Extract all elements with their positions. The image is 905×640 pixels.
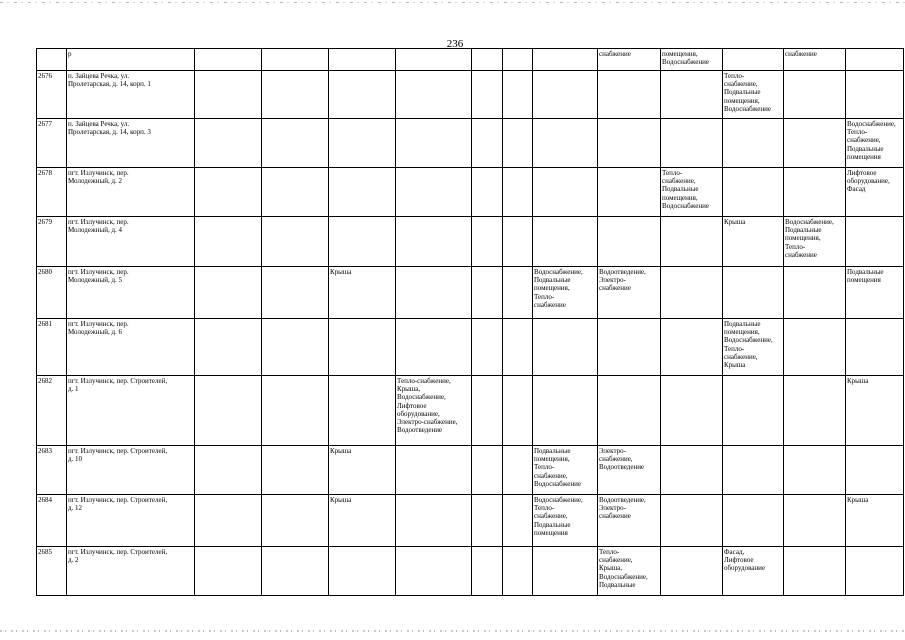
cell [472,49,503,71]
cell [329,168,396,217]
cell [503,547,533,596]
cell [533,376,598,446]
cell [396,71,472,119]
cell [661,495,723,547]
repair-schedule-table [36,48,904,596]
cell-address: пгт. Излучинск, пер. Строителей, д. 10 [67,446,195,495]
cell [598,217,661,267]
cell [784,319,846,376]
cell [472,168,503,217]
cell [723,168,784,217]
cell [723,495,784,547]
cell [784,168,846,217]
cell [846,319,904,376]
cell [533,49,598,71]
scan-artifact-bottom [0,630,905,632]
cell [396,319,472,376]
cell [472,71,503,119]
cell [329,49,396,71]
cell: Тепло- снабжение, Подвальные помещения, Водоснабжение [661,168,723,217]
cell: Водоснабжение, Тепло- снабжение, Подвальные помещения [846,119,904,168]
cell [396,168,472,217]
table-row [37,446,904,495]
cell [195,267,262,319]
cell [784,495,846,547]
cell [661,71,723,119]
cell [598,71,661,119]
cell [661,217,723,267]
cell-num: 2677 [37,119,67,168]
cell [472,376,503,446]
cell [784,267,846,319]
table-row-continuation [37,49,904,71]
cell [195,495,262,547]
cell [533,319,598,376]
cell [396,267,472,319]
cell [784,119,846,168]
cell [784,446,846,495]
cell-address: пгт. Излучинск, пер. Строителей, д. 1 [67,376,195,446]
cell [784,547,846,596]
cell-num: 2684 [37,495,67,547]
table-row [37,319,904,376]
page-number: 236 [446,38,464,50]
cell [846,49,904,71]
cell [262,376,329,446]
cell [329,547,396,596]
table-row [37,376,904,446]
cell [195,71,262,119]
cell: Крыша [329,495,396,547]
cell: Крыша [329,267,396,319]
cell-address: пгт. Излучинск, пер. Молодежный, д. 4 [67,217,195,267]
cell [396,547,472,596]
cell-num: 2680 [37,267,67,319]
cell [329,217,396,267]
cell [503,217,533,267]
cell [598,319,661,376]
cell [598,376,661,446]
cell-num: 2676 [37,71,67,119]
cell [195,446,262,495]
cell-num: 2683 [37,446,67,495]
table-row [37,119,904,168]
cell [262,547,329,596]
cell [723,49,784,71]
cell [396,495,472,547]
cell: Подвальные помещения, Тепло- снабжение, Водоснабжение [533,446,598,495]
cell [396,119,472,168]
cell [195,376,262,446]
cell [533,547,598,596]
cell [262,119,329,168]
cell-address: пгт. Излучинск, пер. Молодежный, д. 2 [67,168,195,217]
cell-address: пгт. Излучинск, пер. Строителей, д. 12 [67,495,195,547]
cell-address: п. Зайцева Речка, ул. Пролетарская, д. 14, корп. 3 [67,119,195,168]
cell [661,376,723,446]
cell [723,119,784,168]
cell: Лифтовое оборудование, Фасад [846,168,904,217]
cell: Крыша [846,376,904,446]
cell [661,446,723,495]
cell [533,119,598,168]
table-row [37,71,904,119]
cell-address: пгт. Излучинск, пер. Молодежный, д. 6 [67,319,195,376]
cell-num: 2678 [37,168,67,217]
cell [472,495,503,547]
cell [661,319,723,376]
cell [784,71,846,119]
cell: Электро- снабжение, Водоотведение [598,446,661,495]
cell [846,547,904,596]
cell [533,168,598,217]
cell-num [37,49,67,71]
cell [846,217,904,267]
cell: Крыша [723,217,784,267]
cell: снабжение [598,49,661,71]
cell [195,547,262,596]
cell [503,49,533,71]
cell [396,446,472,495]
cell-num: 2679 [37,217,67,267]
cell [262,446,329,495]
cell [262,495,329,547]
cell [503,267,533,319]
cell [503,168,533,217]
cell [329,376,396,446]
cell-num: 2685 [37,547,67,596]
cell [262,217,329,267]
cell [533,217,598,267]
cell [195,119,262,168]
cell [195,168,262,217]
cell [195,217,262,267]
cell [598,119,661,168]
cell: Тепло-снабжение, Крыша, Водоснабжение, Лифтовое оборудование, Электро-снабжение, Водоотведение [396,376,472,446]
cell: помещения, Водоснабжение [661,49,723,71]
cell [329,319,396,376]
cell [329,71,396,119]
cell: Крыша [846,495,904,547]
cell [472,446,503,495]
cell [472,267,503,319]
cell: Фасад, Лифтовое оборудование [723,547,784,596]
cell [262,168,329,217]
cell [503,119,533,168]
cell: Тепло- снабжение, Подвальные помещения, Водоснабжение [723,71,784,119]
cell [472,119,503,168]
cell: Водоснабжение, Подвальные помещения, Тепло- снабжение [784,217,846,267]
table-row [37,217,904,267]
cell [503,495,533,547]
cell: Водоснабжение, Тепло- снабжение, Подвальные помещения [533,495,598,547]
scan-artifact-top [0,2,905,3]
cell [503,446,533,495]
cell [396,217,472,267]
cell: Водоотведение, Электро- снабжение [598,495,661,547]
cell [262,267,329,319]
cell-num: 2682 [37,376,67,446]
cell-address: п. Зайцева Речка, ул. Пролетарская, д. 14, корп. 1 [67,71,195,119]
cell: Подвальные помещения [846,267,904,319]
cell [723,267,784,319]
cell: снабжение [784,49,846,71]
cell [396,49,472,71]
cell [472,217,503,267]
cell: Подвальные помещения, Водоснабжение, Тепло- снабжение, Крыша [723,319,784,376]
cell [846,446,904,495]
cell [503,376,533,446]
table-row [37,267,904,319]
cell [503,319,533,376]
cell [598,168,661,217]
cell [846,71,904,119]
cell [661,119,723,168]
cell-address: р [67,49,195,71]
cell: Крыша [329,446,396,495]
cell [195,319,262,376]
cell [723,376,784,446]
table-row [37,495,904,547]
cell [661,267,723,319]
table-row [37,547,904,596]
table-row [37,168,904,217]
cell-address: пгт. Излучинск, пер. Строителей, д. 2 [67,547,195,596]
cell: Тепло- снабжение, Крыша, Водоснабжение, Подвальные [598,547,661,596]
cell [262,49,329,71]
cell [195,49,262,71]
cell [784,376,846,446]
cell [262,71,329,119]
cell [472,547,503,596]
cell [472,319,503,376]
cell [723,446,784,495]
cell [329,119,396,168]
cell-num: 2681 [37,319,67,376]
cell [262,319,329,376]
table-body [37,49,904,596]
cell: Водоотведение, Электро- снабжение [598,267,661,319]
cell [661,547,723,596]
cell [503,71,533,119]
cell-address: пгт. Излучинск, пер. Молодежный, д. 5 [67,267,195,319]
cell: Водоснабжение, Подвальные помещения, Тепло- снабжение [533,267,598,319]
cell [533,71,598,119]
